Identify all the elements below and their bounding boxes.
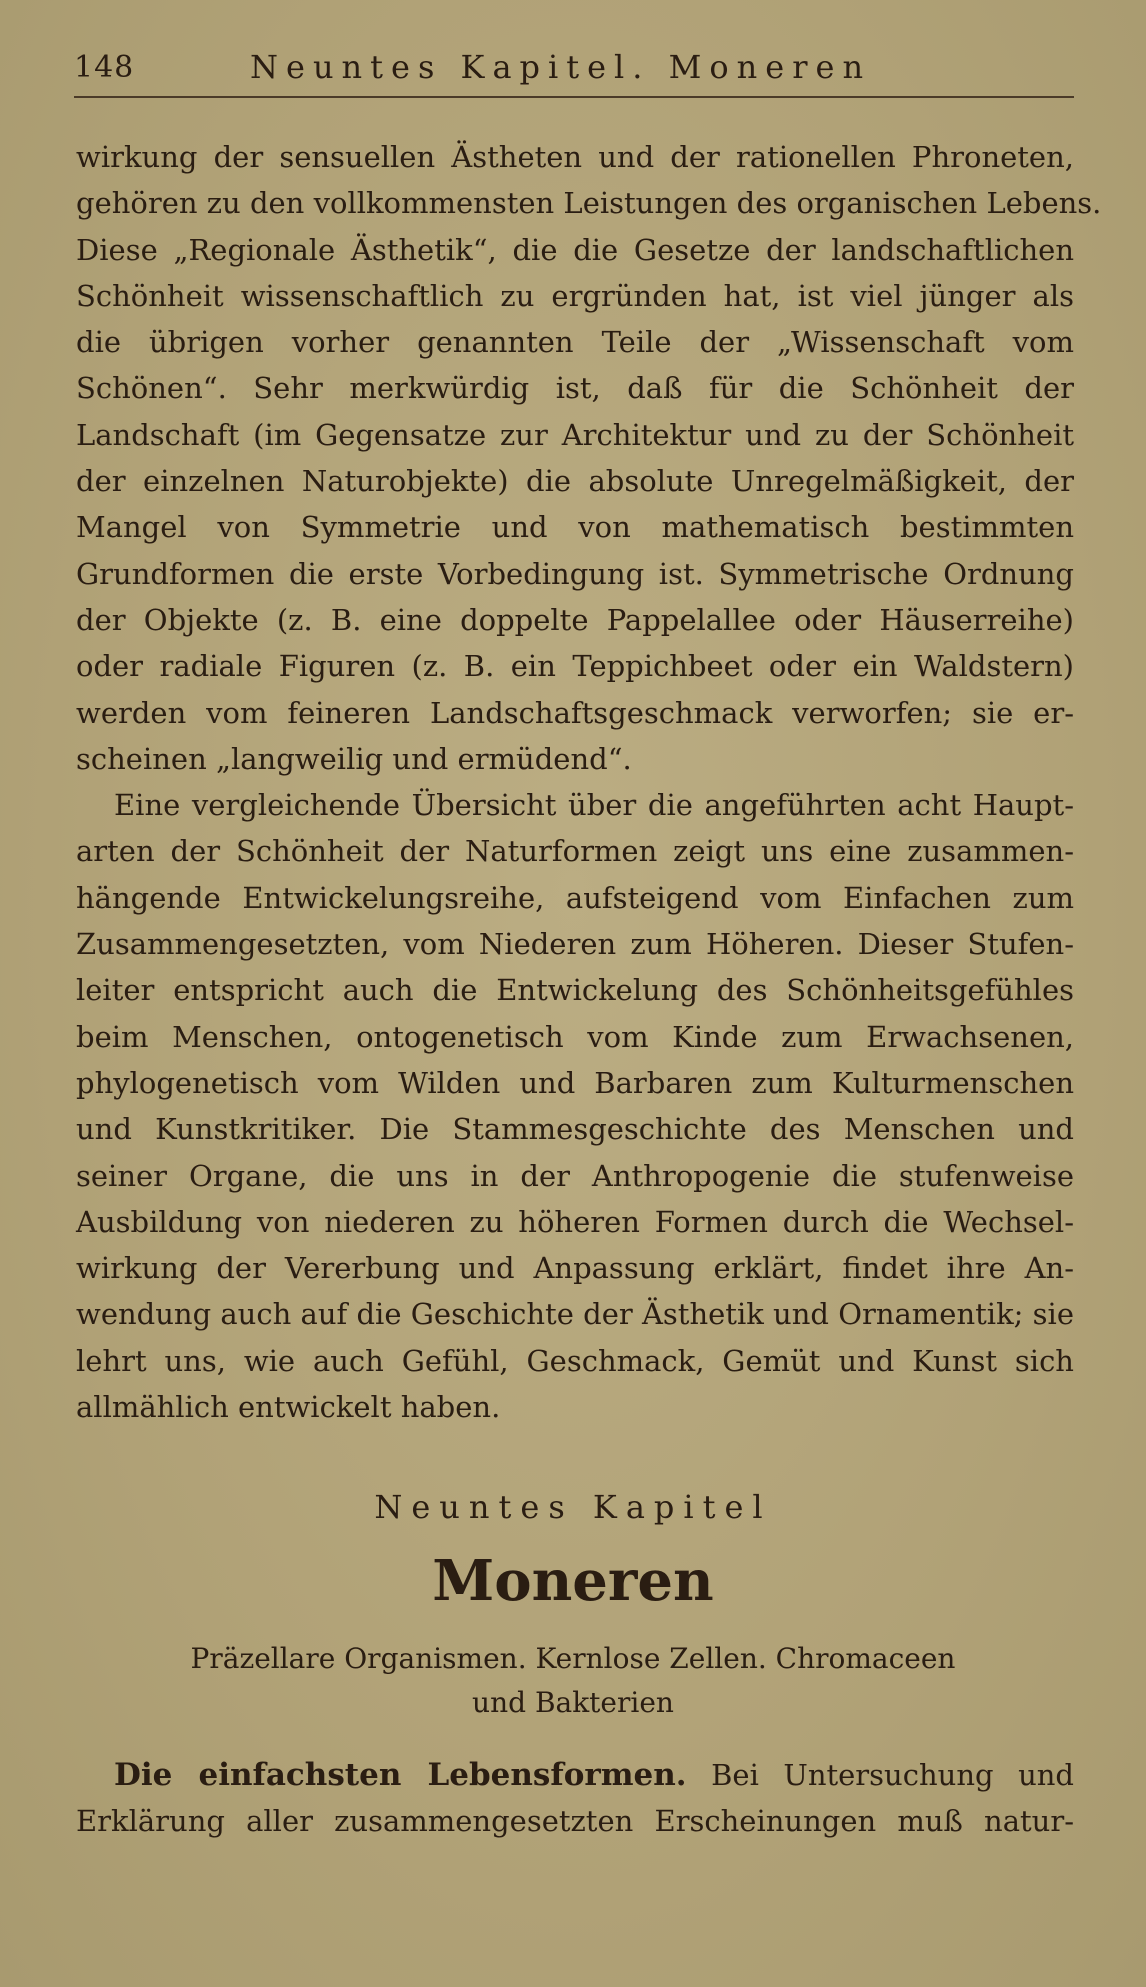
text-line: Erklärung aller zusammengesetzten Erscheinungen muß natur- xyxy=(76,1804,1074,1839)
text-line: phylogenetisch vom Wilden und Barbaren zum Kulturmenschen xyxy=(76,1065,1074,1100)
chapter-subtitle-line: und Bakterien xyxy=(472,1686,674,1719)
text-line: oder radiale Figuren (z. B. ein Teppichbeet oder ein Waldstern) xyxy=(76,649,1074,684)
section-first-line xyxy=(76,1752,1074,1798)
chapter-title: Moneren xyxy=(432,1548,714,1614)
section-text xyxy=(76,1752,1074,1845)
text-line: gehören zu den vollkommensten Leistungen des organischen Lebens. xyxy=(76,186,1102,221)
text-line: Ausbildung von niederen zu höheren Formen durch die Wechsel- xyxy=(76,1204,1074,1239)
text-line: scheinen „langweilig und ermüdend“. xyxy=(76,741,632,776)
text-line: leiter entspricht auch die Entwickelung des Schönheitsgefühles xyxy=(76,973,1074,1008)
chapter-label: Neuntes Kapitel xyxy=(374,1488,772,1526)
header-rule xyxy=(74,96,1074,98)
text-line: lehrt uns, wie auch Gefühl, Geschmack, Gemüt und Kunst sich xyxy=(76,1343,1074,1378)
section-heading: Die einfachsten Lebensformen. xyxy=(114,1757,687,1793)
text-line: Zusammengesetzten, vom Niederen zum Höheren. Dieser Stufen- xyxy=(76,927,1074,962)
chapter-subtitle-line: Präzellare Organismen. Kernlose Zellen. Chromaceen xyxy=(190,1642,956,1675)
text-line: beim Menschen, ontogenetisch vom Kinde zum Erwachsenen, xyxy=(76,1019,1074,1054)
text-line: und Kunstkritiker. Die Stammesgeschichte des Menschen und xyxy=(76,1112,1074,1147)
running-head xyxy=(74,42,1074,92)
text-line: arten der Schönheit der Naturformen zeigt uns eine zusammen- xyxy=(76,834,1074,869)
text-line: Schönheit wissenschaftlich zu ergründen hat, ist viel jünger als xyxy=(76,278,1074,313)
body-text xyxy=(76,134,1102,1430)
text-line: werden vom feineren Landschaftsgeschmack verworfen; sie er- xyxy=(76,695,1074,730)
text-line: Diese „Regionale Ästhetik“, die die Gesetze der landschaftlichen xyxy=(76,232,1074,267)
page-number: 148 xyxy=(74,50,135,85)
text-line: hängende Entwickelungsreihe, aufsteigend vom Einfachen zum xyxy=(76,880,1074,915)
text-line: Grundformen die erste Vorbedingung ist. Symmetrische Ordnung xyxy=(76,556,1074,591)
text-line: Eine vergleichende Übersicht über die angeführten acht Haupt- xyxy=(114,788,1074,823)
section-line-rest: Bei Untersuchung und xyxy=(711,1758,1074,1792)
text-line: wirkung der Vererbung und Anpassung erklärt, findet ihre An- xyxy=(76,1251,1074,1286)
text-line: der einzelnen Naturobjekte) die absolute Unregelmäßigkeit, der xyxy=(76,464,1074,499)
text-line: die übrigen vorher genannten Teile der „Wissenschaft vom xyxy=(76,325,1074,360)
text-line: wirkung der sensuellen Ästheten und der rationellen Phroneten, xyxy=(76,140,1074,174)
text-line: seiner Organe, die uns in der Anthropogenie die stufenweise xyxy=(76,1158,1074,1193)
text-line: der Objekte (z. B. eine doppelte Pappelallee oder Häuserreihe) xyxy=(76,602,1074,637)
running-head-title: Neuntes Kapitel. Moneren xyxy=(250,48,872,86)
text-line: wendung auch auf die Geschichte der Ästhetik und Ornamentik; sie xyxy=(76,1297,1074,1332)
text-line: Schönen“. Sehr merkwürdig ist, daß für die Schönheit der xyxy=(76,371,1074,406)
text-line: Mangel von Symmetrie und von mathematisch bestimmten xyxy=(76,510,1074,545)
text-line: allmählich entwickelt haben. xyxy=(76,1390,501,1425)
text-line: Landschaft (im Gegensatze zur Architektur und zu der Schönheit xyxy=(76,417,1074,452)
chapter-subtitle xyxy=(0,1637,1146,1725)
